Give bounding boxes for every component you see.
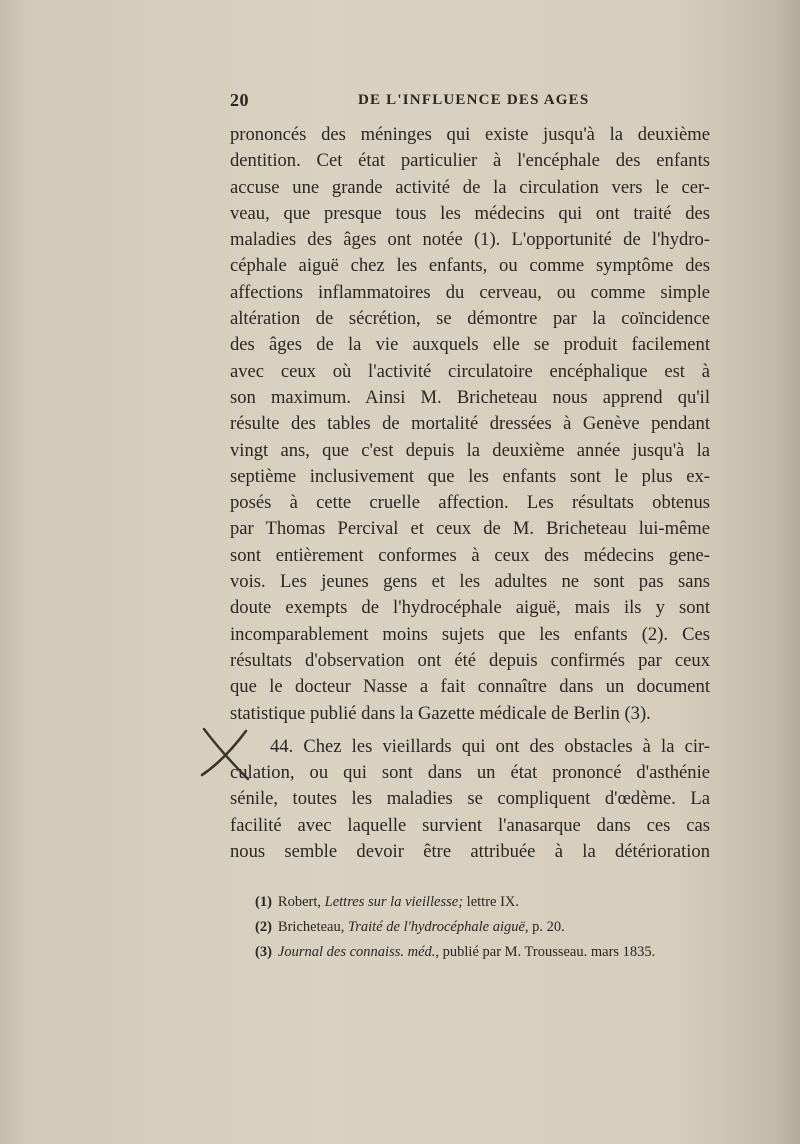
- footnote-number: (2): [255, 919, 272, 935]
- paragraph-44-first-line: 44. Chez les vieillards qui ont des obstacles à la cir-: [270, 735, 710, 757]
- footnote-number: (1): [255, 894, 272, 910]
- footnote-1: [255, 890, 725, 915]
- text-line: maladies des âges ont notée (1). L'opportunité de l'hydro-: [230, 229, 710, 251]
- text-line: prononcés des méninges qui existe jusqu'à la deuxième: [230, 124, 710, 145]
- footnote-title: Traité de l'hydrocéphale aiguë,: [347, 919, 529, 935]
- text-line: par Thomas Percival et ceux de M. Bricheteau lui-même: [230, 518, 710, 540]
- text-line: affections inflammatoires du cerveau, ou comme simple: [230, 281, 710, 303]
- footnote-author: Robert,: [277, 894, 322, 910]
- text-line: culation, ou qui sont dans un état prononcé d'asthénie: [230, 762, 710, 784]
- text-line: que le docteur Nasse a fait connaître dans un document: [230, 676, 710, 698]
- page-number: 20: [230, 90, 249, 110]
- text-line: céphale aiguë chez les enfants, ou comme symptôme des: [230, 255, 710, 277]
- footnote-2: [255, 915, 725, 940]
- text-line: vingt ans, que c'est depuis la deuxième année jusqu'à la: [230, 439, 710, 461]
- text-line: des âges de la vie auxquels elle se produit facilement: [230, 334, 710, 356]
- text-line: doute exempts de l'hydrocéphale aiguë, mais ils y sont: [230, 597, 710, 619]
- running-title: DE L'INFLUENCE DES AGES: [358, 92, 590, 108]
- footnote-title: Lettres sur la vieillesse;: [324, 894, 464, 910]
- text-line: son maximum. Ainsi M. Bricheteau nous apprend qu'il: [230, 386, 710, 408]
- text-line: facilité avec laquelle survient l'anasarque dans ces cas: [230, 814, 710, 836]
- footnote-detail: publié par M. Trousseau. mars 1835.: [442, 944, 656, 960]
- text-line: résulte des tables de mortalité dressées à Genève pendant: [230, 413, 710, 435]
- footnote-detail: lettre IX.: [466, 894, 520, 910]
- footnote-author: Bricheteau,: [277, 919, 345, 935]
- text-line: statistique publié dans la Gazette médicale de Berlin (3).: [230, 702, 651, 724]
- footnote-title: Journal des connaiss. méd.,: [277, 944, 440, 960]
- text-line: sont entièrement conformes à ceux des médecins gene-: [230, 544, 710, 566]
- text-line: résultats d'observation ont été depuis confirmés par ceux: [230, 649, 710, 671]
- text-line: septième inclusivement que les enfants sont le plus ex-: [230, 465, 710, 487]
- footnote-3: [255, 940, 725, 965]
- footnotes: [255, 890, 725, 965]
- page-header: [230, 90, 710, 116]
- footnote-number: (3): [255, 944, 272, 960]
- text-line: avec ceux où l'activité circulatoire encéphalique est à: [230, 360, 710, 382]
- text-line: incomparablement moins sujets que les enfants (2). Ces: [230, 623, 710, 645]
- body-text: [230, 122, 710, 865]
- handwritten-cross-mark: [198, 725, 254, 781]
- text-line: sénile, toutes les maladies se compliquent d'œdème. La: [230, 788, 710, 810]
- text-line: altération de sécrétion, se démontre par la coïncidence: [230, 308, 710, 330]
- text-line: nous semble devoir être attribuée à la détérioration: [230, 841, 710, 863]
- footnote-detail: p. 20.: [532, 919, 565, 935]
- text-line: posés à cette cruelle affection. Les résultats obtenus: [230, 492, 710, 514]
- text-line: dentition. Cet état particulier à l'encéphale des enfants: [230, 150, 710, 172]
- text-line: veau, que presque tous les médecins qui ont traité des: [230, 202, 710, 224]
- text-line: accuse une grande activité de la circulation vers le cer-: [230, 176, 710, 198]
- text-line: vois. Les jeunes gens et les adultes ne sont pas sans: [230, 571, 710, 593]
